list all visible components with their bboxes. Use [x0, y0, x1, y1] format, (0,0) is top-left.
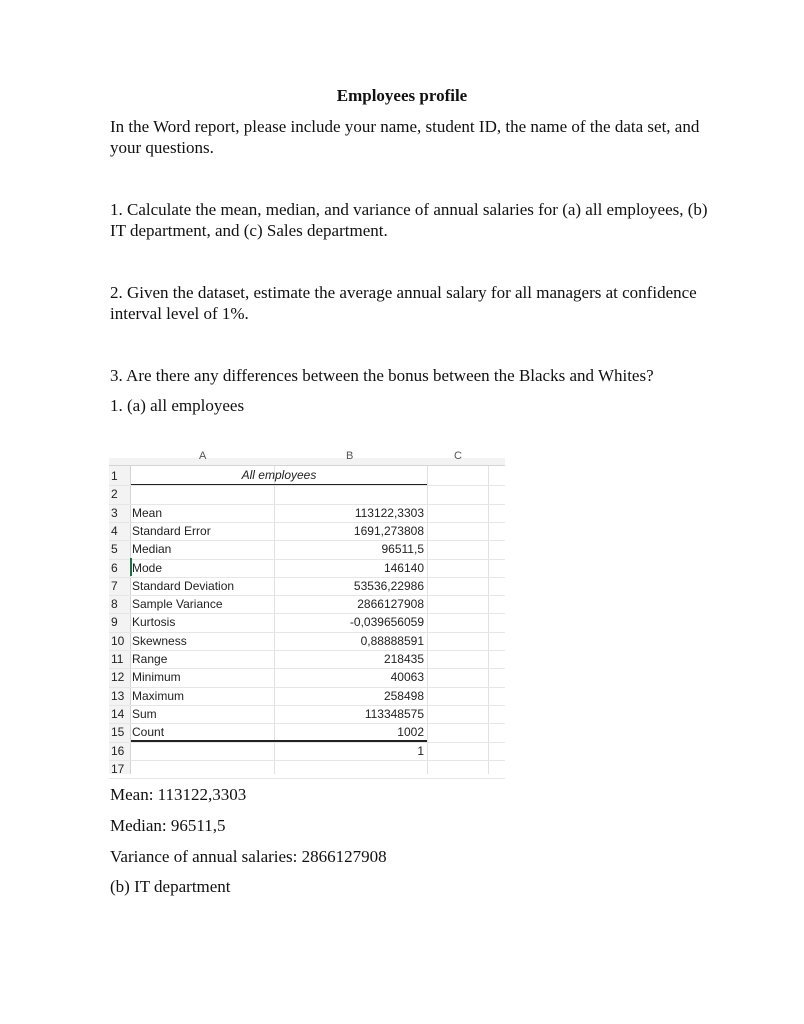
table-row — [109, 760, 505, 778]
stat-label: Kurtosis — [132, 615, 176, 630]
row-number: 16 — [111, 743, 125, 758]
table-row — [109, 485, 505, 503]
table-row — [109, 705, 505, 723]
stat-label: Median — [132, 542, 172, 557]
stat-value: 1002 — [397, 725, 424, 740]
table-row — [109, 613, 505, 631]
row-number: 4 — [111, 523, 118, 538]
intro-paragraph: In the Word report, please include your name, student ID, the name of the data set, and your questions. — [110, 117, 700, 157]
stat-value: 53536,22986 — [353, 578, 424, 593]
stat-value: 0,88888591 — [360, 633, 424, 648]
stat-value: 258498 — [383, 688, 424, 703]
stat-value: -0,039656059 — [349, 615, 424, 630]
mean-line: Mean: 113122,3303 — [110, 785, 247, 804]
row-number: 10 — [111, 633, 125, 648]
table-row — [109, 504, 505, 522]
table-row — [109, 540, 505, 558]
table-row — [109, 742, 505, 760]
row-number: 2 — [111, 487, 118, 502]
stat-value: 1691,273808 — [353, 523, 424, 538]
row-number: 14 — [111, 706, 125, 721]
stat-label: Count — [132, 725, 165, 740]
table-row — [109, 650, 505, 668]
active-row-indicator — [130, 558, 132, 576]
stat-label: Range — [132, 652, 168, 666]
column-letter-c: C — [454, 450, 462, 462]
row-number: 6 — [111, 560, 118, 575]
sheet-title-cell: All employees — [241, 468, 317, 482]
table-row — [109, 559, 505, 577]
stat-value: 1 — [417, 743, 424, 758]
stat-value: 2866127908 — [357, 597, 424, 612]
stat-label: Minimum — [132, 670, 181, 685]
table-row — [109, 595, 505, 613]
row-number: 11 — [111, 652, 124, 666]
row-number: 3 — [111, 505, 118, 520]
stat-label: Mean — [132, 505, 163, 520]
stat-label: Standard Error — [132, 523, 211, 538]
row-number: 1 — [111, 469, 118, 483]
variance-line: Variance of annual salaries: 2866127908 — [110, 847, 387, 866]
question-3: 3. Are there any differences between the bonus between the Blacks and Whites? — [110, 366, 654, 385]
stat-value: 218435 — [383, 652, 424, 666]
row-number: 9 — [111, 615, 118, 630]
stat-label: Sum — [132, 706, 157, 721]
column-letter-a: A — [199, 450, 207, 462]
spreadsheet-screenshot — [109, 450, 505, 776]
table-row — [109, 632, 505, 650]
stat-value: 113122,3303 — [354, 505, 424, 520]
table-bottom-border — [131, 740, 427, 742]
grid-line — [109, 778, 505, 779]
table-row — [109, 522, 505, 540]
stat-label: Maximum — [132, 688, 185, 703]
question-1: 1. Calculate the mean, median, and variance of annual salaries for (a) all employees, (b) IT department, and (c) Sales department. — [110, 200, 708, 240]
stat-value: 113348575 — [364, 706, 424, 721]
row-number: 5 — [111, 542, 118, 557]
title-underline — [131, 484, 427, 485]
stat-label: Mode — [132, 560, 163, 575]
stat-label: Sample Variance — [132, 597, 223, 612]
row-number: 13 — [111, 688, 125, 703]
table-row — [109, 668, 505, 686]
stat-value: 40063 — [390, 670, 424, 685]
question-2: 2. Given the dataset, estimate the average annual salary for all managers at confidence interval level of 1%. — [110, 283, 697, 323]
table-row — [109, 687, 505, 705]
row-number: 7 — [111, 578, 118, 593]
document-title: Employees profile — [336, 86, 468, 105]
section-1a-heading: 1. (a) all employees — [110, 396, 245, 415]
row-number: 12 — [111, 670, 125, 685]
column-header-strip — [109, 450, 505, 466]
stat-value: 146140 — [383, 560, 424, 575]
stat-label: Standard Deviation — [132, 578, 235, 593]
table-row — [109, 577, 505, 595]
stat-value: 96511,5 — [381, 542, 424, 557]
table-row — [109, 723, 505, 741]
section-1b-heading: (b) IT department — [110, 877, 231, 896]
median-line: Median: 96511,5 — [110, 816, 226, 835]
row-number: 8 — [111, 597, 118, 612]
row-number: 15 — [111, 725, 125, 740]
row-number: 17 — [111, 761, 125, 776]
column-letter-b: B — [346, 450, 354, 462]
stat-label: Skewness — [132, 633, 187, 648]
